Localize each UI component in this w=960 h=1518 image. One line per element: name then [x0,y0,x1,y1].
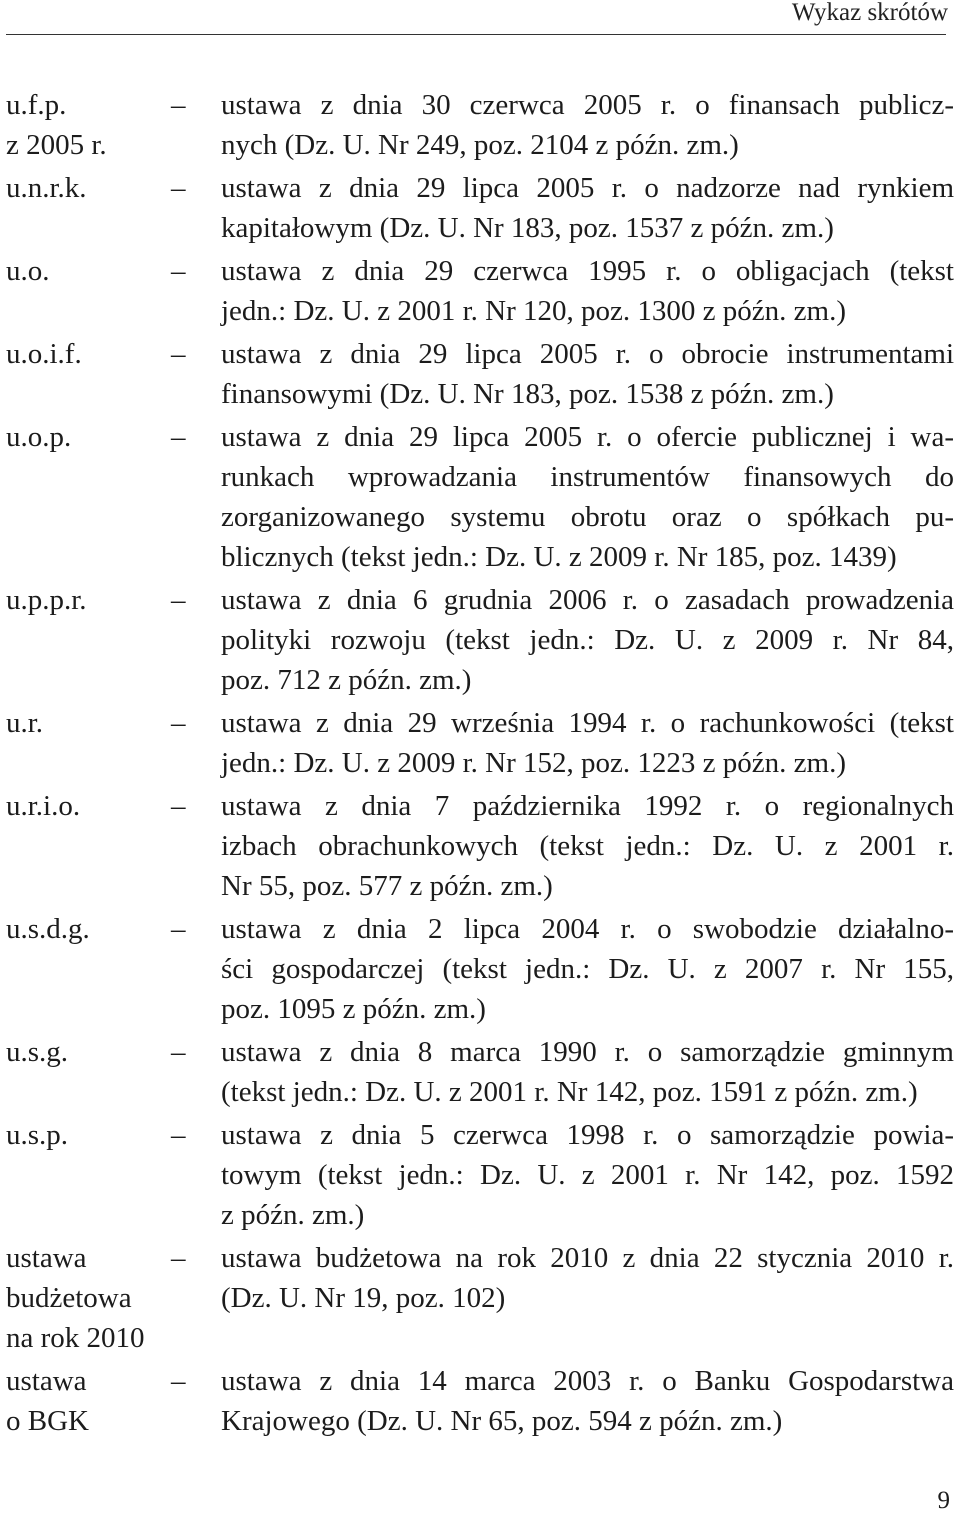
abbreviation-term-line: ustawa [6,1365,87,1397]
abbreviation-definition [221,1115,954,1235]
abbreviation-term-line: u.o.i.f. [6,338,82,370]
header-rule [6,34,946,35]
abbreviation-definition [221,251,954,331]
abbreviation-definition [221,334,954,414]
definition-line: zorganizowanego systemu obrotu oraz o spółkach pu- [221,501,954,533]
entry-dash: – [171,1365,186,1397]
abbreviation-list [6,85,954,1444]
abbreviation-term-line: u.s.d.g. [6,913,90,945]
definition-line: kapitałowym (Dz. U. Nr 183, poz. 1537 z późn. zm.) [221,212,834,244]
abbreviation-entry [6,786,954,906]
abbreviation-term [6,580,171,620]
entry-dash: – [171,790,186,822]
entry-dash: – [171,707,186,739]
abbreviation-entry [6,909,954,1029]
abbreviation-term-line: u.s.p. [6,1119,69,1151]
abbreviation-entry [6,85,954,165]
running-header [0,0,952,36]
definition-line: poz. 1095 z późn. zm.) [221,993,486,1025]
definition-line: jedn.: Dz. U. z 2001 r. Nr 120, poz. 1300 z późn. zm.) [221,295,846,327]
abbreviation-term-line: u.o.p. [6,421,72,453]
definition-line: (tekst jedn.: Dz. U. z 2001 r. Nr 142, poz. 1591 z późn. zm.) [221,1076,918,1108]
running-header-title: Wykaz skrótów [791,0,948,26]
entry-dash: – [171,338,186,370]
definition-line: ustawa z dnia 8 marca 1990 r. o samorządzie gminnym [221,1036,954,1068]
definition-line: ustawa z dnia 30 czerwca 2005 r. o finansach publicz- [221,89,954,121]
definition-line: ustawa z dnia 6 grudnia 2006 r. o zasadach prowadzenia [221,584,954,616]
definition-line: finansowymi (Dz. U. Nr 183, poz. 1538 z późn. zm.) [221,378,834,410]
definition-line: ustawa z dnia 5 czerwca 1998 r. o samorządzie powia- [221,1119,954,1151]
abbreviation-entry [6,1238,954,1358]
definition-line: polityki rozwoju (tekst jedn.: Dz. U. z 2009 r. Nr 84, [221,624,954,656]
abbreviation-entry [6,334,954,414]
abbreviation-definition [221,909,954,1029]
abbreviation-term-line: budżetowa [6,1282,132,1314]
abbreviation-definition [221,786,954,906]
definition-line: poz. 712 z późn. zm.) [221,664,472,696]
definition-line: towym (tekst jedn.: Dz. U. z 2001 r. Nr 142, poz. 1592 [221,1159,954,1191]
abbreviation-term-line: u.s.g. [6,1036,69,1068]
abbreviation-term-line: ustawa [6,1242,87,1274]
definition-line: Nr 55, poz. 577 z późn. zm.) [221,870,553,902]
definition-line: ustawa z dnia 29 lipca 2005 r. o obrocie instrumentami [221,338,954,370]
abbreviation-term [6,168,171,208]
abbreviation-term-line: u.o. [6,255,50,287]
abbreviation-entry [6,1115,954,1235]
definition-line: ustawa z dnia 29 lipca 2005 r. o ofercie publicznej i wa- [221,421,954,453]
entry-dash: – [171,1036,186,1068]
definition-line: jedn.: Dz. U. z 2009 r. Nr 152, poz. 1223 z późn. zm.) [221,747,846,779]
abbreviation-term-line: u.r.i.o. [6,790,81,822]
abbreviation-entry [6,1032,954,1112]
abbreviation-term [6,1238,171,1358]
definition-line: ustawa z dnia 29 września 1994 r. o rachunkowości (tekst [221,707,954,739]
abbreviation-term [6,1032,171,1072]
abbreviation-term [6,1361,171,1441]
entry-dash: – [171,1242,186,1274]
abbreviation-term [6,909,171,949]
definition-line: izbach obrachunkowych (tekst jedn.: Dz. U. z 2001 r. [221,830,954,862]
abbreviation-term [6,334,171,374]
definition-line: Krajowego (Dz. U. Nr 65, poz. 594 z późn. zm.) [221,1405,783,1437]
entry-dash: – [171,255,186,287]
abbreviation-definition [221,703,954,783]
abbreviation-term-line: u.p.p.r. [6,584,87,616]
entry-dash: – [171,584,186,616]
abbreviation-term-line: u.n.r.k. [6,172,87,204]
definition-line: (Dz. U. Nr 19, poz. 102) [221,1282,506,1314]
definition-line: ustawa z dnia 2 lipca 2004 r. o swobodzie działalno- [221,913,954,945]
entry-dash: – [171,421,186,453]
abbreviation-definition [221,1032,954,1112]
definition-line: ustawa budżetowa na rok 2010 z dnia 22 stycznia 2010 r. [221,1242,954,1274]
abbreviation-term [6,1115,171,1155]
definition-line: ści gospodarczej (tekst jedn.: Dz. U. z 2007 r. Nr 155, [221,953,954,985]
abbreviation-entry [6,1361,954,1441]
definition-line: z późn. zm.) [221,1199,365,1231]
abbreviation-entry [6,168,954,248]
abbreviation-definition [221,1361,954,1441]
abbreviation-term-line: u.f.p. [6,89,67,121]
abbreviation-entry [6,417,954,577]
entry-dash: – [171,913,186,945]
abbreviation-term-line: o BGK [6,1405,89,1437]
page-number: 9 [937,1487,950,1514]
abbreviation-term [6,251,171,291]
entry-dash: – [171,1119,186,1151]
definition-line: blicznych (tekst jedn.: Dz. U. z 2009 r. Nr 185, poz. 1439) [221,541,897,573]
abbreviation-entry [6,703,954,783]
definition-line: nych (Dz. U. Nr 249, poz. 2104 z późn. zm.) [221,129,739,161]
abbreviation-term [6,786,171,826]
abbreviation-definition [221,168,954,248]
abbreviation-term-line: u.r. [6,707,44,739]
abbreviation-entry [6,251,954,331]
definition-line: ustawa z dnia 29 czerwca 1995 r. o obligacjach (tekst [221,255,954,287]
abbreviation-term [6,417,171,457]
definition-line: ustawa z dnia 29 lipca 2005 r. o nadzorze nad rynkiem [221,172,954,204]
abbreviation-entry [6,580,954,700]
abbreviation-definition [221,1238,954,1318]
definition-line: ustawa z dnia 14 marca 2003 r. o Banku Gospodarstwa [221,1365,954,1397]
definition-line: runkach wprowadzania instrumentów finansowych do [221,461,954,493]
abbreviation-term [6,703,171,743]
entry-dash: – [171,89,186,121]
definition-line: ustawa z dnia 7 października 1992 r. o regionalnych [221,790,954,822]
entry-dash: – [171,172,186,204]
abbreviation-term [6,85,171,165]
abbreviation-definition [221,85,954,165]
abbreviation-definition [221,580,954,700]
abbreviation-term-line: na rok 2010 [6,1322,145,1354]
abbreviation-term-line: z 2005 r. [6,129,107,161]
abbreviation-definition [221,417,954,577]
